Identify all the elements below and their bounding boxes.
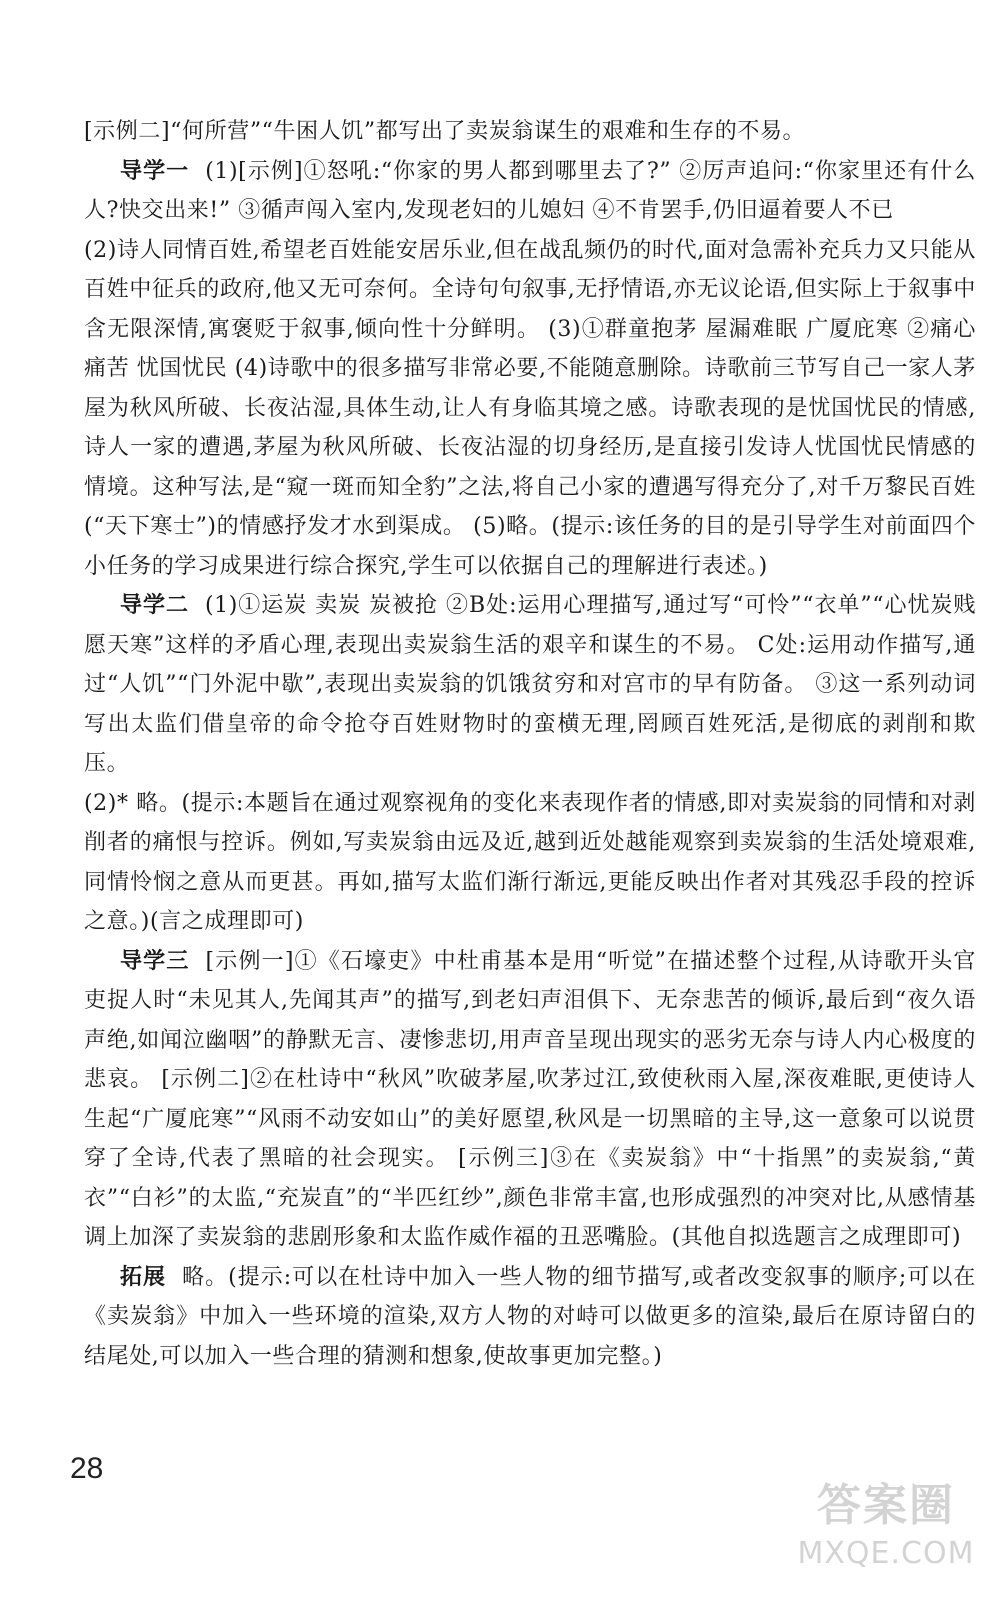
paragraph-guide-two-continued: (2)* 略。(提示:本题旨在通过观察视角的变化来表现作者的情感,即对卖炭翁的同情和对剥削者的痛恨与控诉。例如,写卖炭翁由远及近,越到近处越能观察到卖炭翁的生活处境艰难,同情怜悯之意从而更甚。再如,描写太监们渐行渐远,更能反映出作者对其残忍手段的控诉之意。)(言之成理即可) <box>84 790 976 934</box>
answer-text-block <box>84 112 976 1376</box>
section-label-guide-one: 导学一 <box>120 158 190 184</box>
paragraph-example-two: [示例二]“何所营”“牛困人饥”都写出了卖炭翁谋生的艰难和生存的不易。 <box>84 119 806 144</box>
guide-one-body: (1)[示例]①怒吼:“你家的男人都到哪里去了?” ②厉声追问:“你家里还有什么人?快交出来!” ③循声闯入室内,发现老妇的儿媳妇 ④不肯罢手,仍旧逼着要人不已 <box>84 158 976 223</box>
guide-two-body: (1)①运炭 卖炭 炭被抢 ②B处:运用心理描写,通过写“可怜”“衣单”“心忧炭贱愿天寒”这样的矛盾心理,表现出卖炭翁生活的艰辛和谋生的不易。 C处:运用动作描写,通过“人饥”“门外泥中歇”,表现出卖炭翁的饥饿贫穷和对宫市的早有防备。 ③这一系列动词写出太监们借皇帝的命令抢夺百姓财物时的蛮横无理,罔顾百姓死活,是彻底的剥削和欺压。 <box>84 593 976 776</box>
section-label-extension: 拓展 <box>120 1264 167 1290</box>
paragraph-guide-two <box>84 586 976 784</box>
extension-body: 略。(提示:可以在杜诗中加入一些人物的细节描写,或者改变叙事的顺序;可以在《卖炭翁》中加入一些环境的渲染,双方人物的对峙可以做更多的渲染,最后在原诗留白的结尾处,可以加入一些合理的猜测和想象,使故事更加完整。) <box>84 1264 977 1369</box>
paragraph-guide-three <box>84 942 976 1258</box>
section-label-guide-three: 导学三 <box>120 948 190 974</box>
watermark-domain: MXQE.COM <box>797 1536 975 1571</box>
paragraph-extension <box>84 1258 976 1377</box>
paragraph-guide-one <box>84 152 976 231</box>
watermark-title: 答案圈 <box>817 1480 955 1531</box>
guide-three-body: [示例一]①《石壕吏》中杜甫基本是用“听觉”在描述整个过程,从诗歌开头官吏捉人时“未见其人,先闻其声”的描写,到老妇声泪俱下、无奈悲苦的倾诉,最后到“夜久语声绝,如闻泣幽咽”的静默无言、凄惨悲切,用声音呈现出现实的恶劣无奈与诗人内心极度的悲哀。 [示例二]②在杜诗中“秋风”吹破茅屋,吹茅过江,致使秋雨入屋,深夜难眠,更使诗人生起“广厦庇寒”“风雨不动安如山”的美好愿望,秋风是一切黑暗的主导,这一意象可以说贯穿了全诗,代表了黑暗的社会现实。 [示例三]③在《卖炭翁》中“十指黑”的卖炭翁,“黄衣”“白衫”的太监,“充炭直”的“半匹红纱”,颜色非常丰富,也形成强烈的冲突对比,从感情基调上加深了卖炭翁的悲剧形象和太监作威作福的丑恶嘴脸。(其他自拟选题言之成理即可) <box>84 948 976 1250</box>
paragraph-guide-one-continued: (2)诗人同情百姓,希望老百姓能安居乐业,但在战乱频仍的时代,面对急需补充兵力又只能从百姓中征兵的政府,他又无可奈何。全诗句句叙事,无抒情语,亦无议论语,但实际上于叙事中含无限深情,寓褒贬于叙事,倾向性十分鲜明。 (3)①群童抱茅 屋漏难眠 广厦庇寒 ②痛心 痛苦 忧国忧民 (4)诗歌中的很多描写非常必要,不能随意删除。诗歌前三节写自己一家人茅屋为秋风所破、长夜沾湿,具体生动,让人有身临其境之感。诗歌表现的是忧国忧民的情感,诗人一家的遭遇,茅屋为秋风所破、长夜沾湿的切身经历,是直接引发诗人忧国忧民情感的情境。这种写法,是“窥一斑而知全豹”之法,将自己小家的遭遇写得充分了,对千万黎民百姓(“天下寒士”)的情感抒发才水到渠成。 (5)略。(提示:该任务的目的是引导学生对前面四个小任务的学习成果进行综合探究,学生可以依据自己的理解进行表述。) <box>84 237 976 579</box>
page-number: 28 <box>70 1452 104 1485</box>
section-label-guide-two: 导学二 <box>120 593 189 618</box>
watermark-logo <box>786 1476 986 1586</box>
